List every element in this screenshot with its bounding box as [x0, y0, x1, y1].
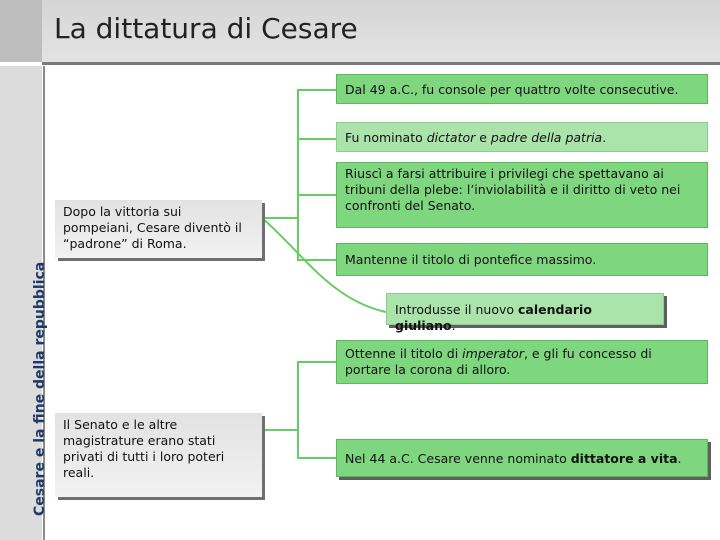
item-dittatore: [336, 439, 708, 477]
connector-imperator: [262, 362, 336, 430]
connector-dittatore: [298, 430, 336, 458]
left-box-bottom: [55, 413, 262, 497]
connector-consul: [262, 90, 336, 218]
item-tribuni: [336, 162, 708, 228]
item-calendario-text-2: .: [451, 318, 456, 333]
item-dictator-text-3: .: [602, 130, 607, 145]
left-box-top: [55, 200, 262, 258]
item-consul: [336, 74, 708, 104]
item-imperator-text-2: , e gli fu concesso di portare la corona di alloro.: [345, 346, 652, 377]
item-pontefice-text: Mantenne il titolo di pontefice massimo.: [345, 252, 597, 267]
item-dittatore-text-2: .: [677, 451, 682, 466]
page-title: La dittatura di Cesare: [54, 12, 358, 45]
item-imperator: [336, 340, 708, 384]
item-dictator-em-2: padre della patria: [490, 130, 603, 145]
item-tribuni-text: Riuscì a farsi attribuire i privilegi che spettavano ai tribuni della plebe: l’inviolabilità e il diritto di veto nei confronti del Senato.: [345, 166, 681, 213]
item-dictator-text-1: Fu nominato: [345, 130, 427, 145]
left-box-top-text: Dopo la vittoria sui pompeiani, Cesare diventò il “padrone” di Roma.: [63, 204, 242, 251]
connector-pontefice: [298, 218, 336, 260]
item-consul-text: Dal 49 a.C., fu console per quattro volte consecutive.: [345, 82, 679, 97]
item-imperator-em: imperator: [462, 346, 524, 361]
left-box-bottom-text: Il Senato e le altre magistrature erano stati privati di tutti i loro poteri reali.: [63, 417, 225, 480]
item-pontefice: [336, 243, 708, 276]
sidebar-label: Cesare e la fine della repubblica: [32, 261, 48, 516]
item-dittatore-text-1: Nel 44 a.C. Cesare venne nominato: [345, 451, 571, 466]
item-calendario: [386, 293, 664, 333]
item-calendario-text-1: Introdusse il nuovo: [395, 302, 518, 317]
item-dittatore-strong: dittatore a vita: [570, 451, 678, 466]
item-dictator: [336, 122, 708, 152]
item-calendario-strong: calendario giuliano: [395, 302, 592, 333]
item-imperator-text-1: Ottenne il titolo di: [345, 346, 463, 361]
item-dictator-em-1: dictator: [426, 130, 476, 145]
item-dictator-text-2: e: [475, 130, 491, 145]
